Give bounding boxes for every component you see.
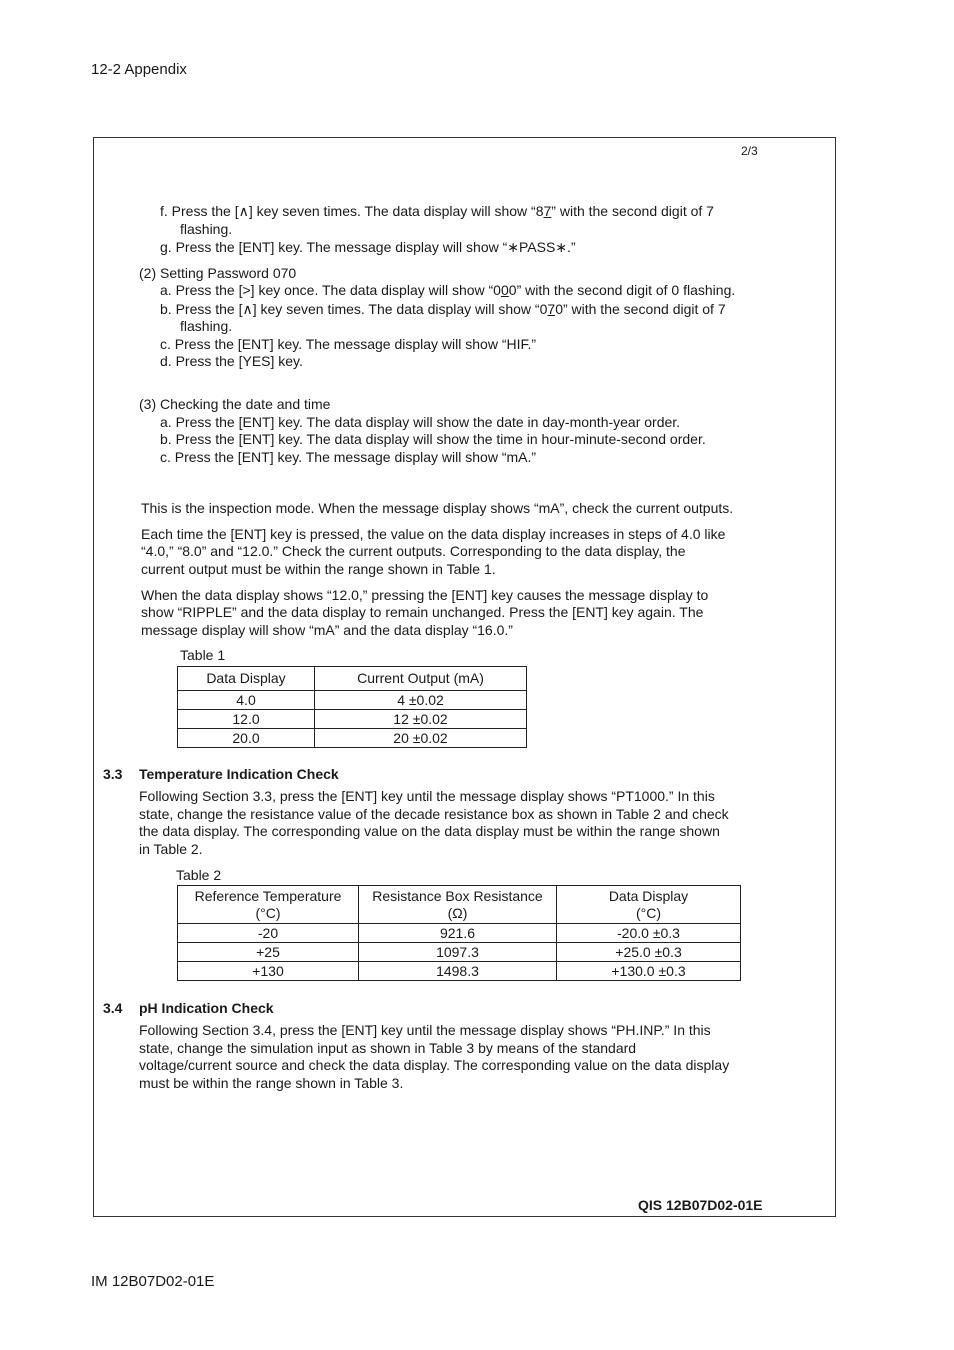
sec2-step-b-cont: flashing. bbox=[180, 318, 233, 334]
table-header-cell: Data Display (°C) bbox=[557, 886, 741, 924]
table-header-row bbox=[178, 667, 527, 691]
sec3-step-b: b. Press the [ENT] key. The data display will show the time in hour-minute-second order. bbox=[160, 431, 706, 447]
section-3-4-title: pH Indication Check bbox=[139, 1000, 274, 1016]
table-cell: 20.0 bbox=[178, 729, 315, 748]
paragraph-3-line: message display will show “mA” and the data display “16.0.” bbox=[141, 622, 513, 638]
table-2 bbox=[177, 885, 741, 981]
table-cell: +130 bbox=[178, 962, 359, 981]
table-cell: 12.0 bbox=[178, 710, 315, 729]
section-3-3-title: Temperature Indication Check bbox=[139, 766, 339, 782]
sec3-step-a: a. Press the [ENT] key. The data display will show the date in day-month-year order. bbox=[160, 414, 681, 430]
section-3-4-number: 3.4 bbox=[103, 1000, 123, 1016]
table-cell: 921.6 bbox=[359, 924, 557, 943]
paragraph-2-line: current output must be within the range shown in Table 1. bbox=[141, 561, 496, 577]
table-cell: 4.0 bbox=[178, 691, 315, 710]
table-cell: +25.0 ±0.3 bbox=[557, 943, 741, 962]
sec2-step-d: d. Press the [YES] key. bbox=[160, 353, 303, 369]
section-3-3-line: in Table 2. bbox=[139, 841, 203, 857]
table-2-caption: Table 2 bbox=[176, 867, 222, 883]
table-header-cell: Reference Temperature (°C) bbox=[178, 886, 359, 924]
page-footer: IM 12B07D02-01E bbox=[91, 1273, 215, 1290]
table-cell: 12 ±0.02 bbox=[315, 710, 527, 729]
table-row bbox=[178, 943, 741, 962]
table-cell: +25 bbox=[178, 943, 359, 962]
paragraph-2-line: “4.0,” “8.0” and “12.0.” Check the current outputs. Corresponding to the data display, the bbox=[141, 543, 686, 559]
table-cell: -20 bbox=[178, 924, 359, 943]
document-frame bbox=[93, 137, 836, 1217]
section-3-3-line: the data display. The corresponding value on the data display must be within the range shown bbox=[139, 823, 720, 839]
step-g: g. Press the [ENT] key. The message display will show “∗PASS∗.” bbox=[160, 239, 576, 255]
table-row bbox=[178, 691, 527, 710]
table-header-cell: Current Output (mA) bbox=[315, 667, 527, 691]
step-f: f. Press the [∧] key seven times. The data display will show “87” with the second digit of 7 bbox=[160, 203, 714, 219]
table-cell: 1097.3 bbox=[359, 943, 557, 962]
table-row bbox=[178, 729, 527, 748]
section-3-3-line: state, change the resistance value of the decade resistance box as shown in Table 2 and check bbox=[139, 806, 729, 822]
table-cell: 1498.3 bbox=[359, 962, 557, 981]
step-f-cont: flashing. bbox=[180, 221, 233, 237]
table-1 bbox=[177, 666, 527, 748]
paragraph-inspection: This is the inspection mode. When the message display shows “mA”, check the current outputs. bbox=[141, 500, 734, 516]
section-3-4-line: state, change the simulation input as shown in Table 3 by means of the standard bbox=[139, 1040, 637, 1056]
sec3-step-c: c. Press the [ENT] key. The message display will show “mA.” bbox=[160, 449, 537, 465]
table-cell: -20.0 ±0.3 bbox=[557, 924, 741, 943]
paragraph-3-line: When the data display shows “12.0,” pressing the [ENT] key causes the message display to bbox=[141, 587, 709, 603]
table-cell: +130.0 ±0.3 bbox=[557, 962, 741, 981]
table-header-cell: Resistance Box Resistance (Ω) bbox=[359, 886, 557, 924]
table-row bbox=[178, 710, 527, 729]
page-number: 2/3 bbox=[741, 144, 758, 158]
qis-document-number: QIS 12B07D02-01E bbox=[638, 1197, 763, 1213]
table-cell: 20 ±0.02 bbox=[315, 729, 527, 748]
page-header: 12-2 Appendix bbox=[91, 61, 187, 78]
section-3-title: (3) Checking the date and time bbox=[139, 396, 331, 412]
table-row bbox=[178, 962, 741, 981]
section-3-4-line: voltage/current source and check the data display. The corresponding value on the data display bbox=[139, 1057, 730, 1073]
table-header-cell: Data Display bbox=[178, 667, 315, 691]
section-3-4-line: Following Section 3.4, press the [ENT] key until the message display shows “PH.INP.” In this bbox=[139, 1022, 711, 1038]
section-3-4-line: must be within the range shown in Table 3. bbox=[139, 1075, 404, 1091]
section-3-3-line: Following Section 3.3, press the [ENT] key until the message display shows “PT1000.” In this bbox=[139, 788, 715, 804]
table-cell: 4 ±0.02 bbox=[315, 691, 527, 710]
sec2-step-b: b. Press the [∧] key seven times. The data display will show “070” with the second digit of 7 bbox=[160, 301, 726, 317]
section-3-3-number: 3.3 bbox=[103, 766, 123, 782]
table-1-caption: Table 1 bbox=[180, 647, 226, 663]
section-2-title: (2) Setting Password 070 bbox=[139, 265, 297, 281]
table-row bbox=[178, 924, 741, 943]
sec2-step-a: a. Press the [>] key once. The data display will show “000” with the second digit of 0 flashing. bbox=[160, 282, 736, 298]
sec2-step-c: c. Press the [ENT] key. The message display will show “HIF.” bbox=[160, 336, 537, 352]
paragraph-2-line: Each time the [ENT] key is pressed, the value on the data display increases in steps of 4.0 like bbox=[141, 526, 726, 542]
paragraph-3-line: show “RIPPLE” and the data display to remain unchanged. Press the [ENT] key again. The bbox=[141, 604, 704, 620]
table-header-row bbox=[178, 886, 741, 924]
